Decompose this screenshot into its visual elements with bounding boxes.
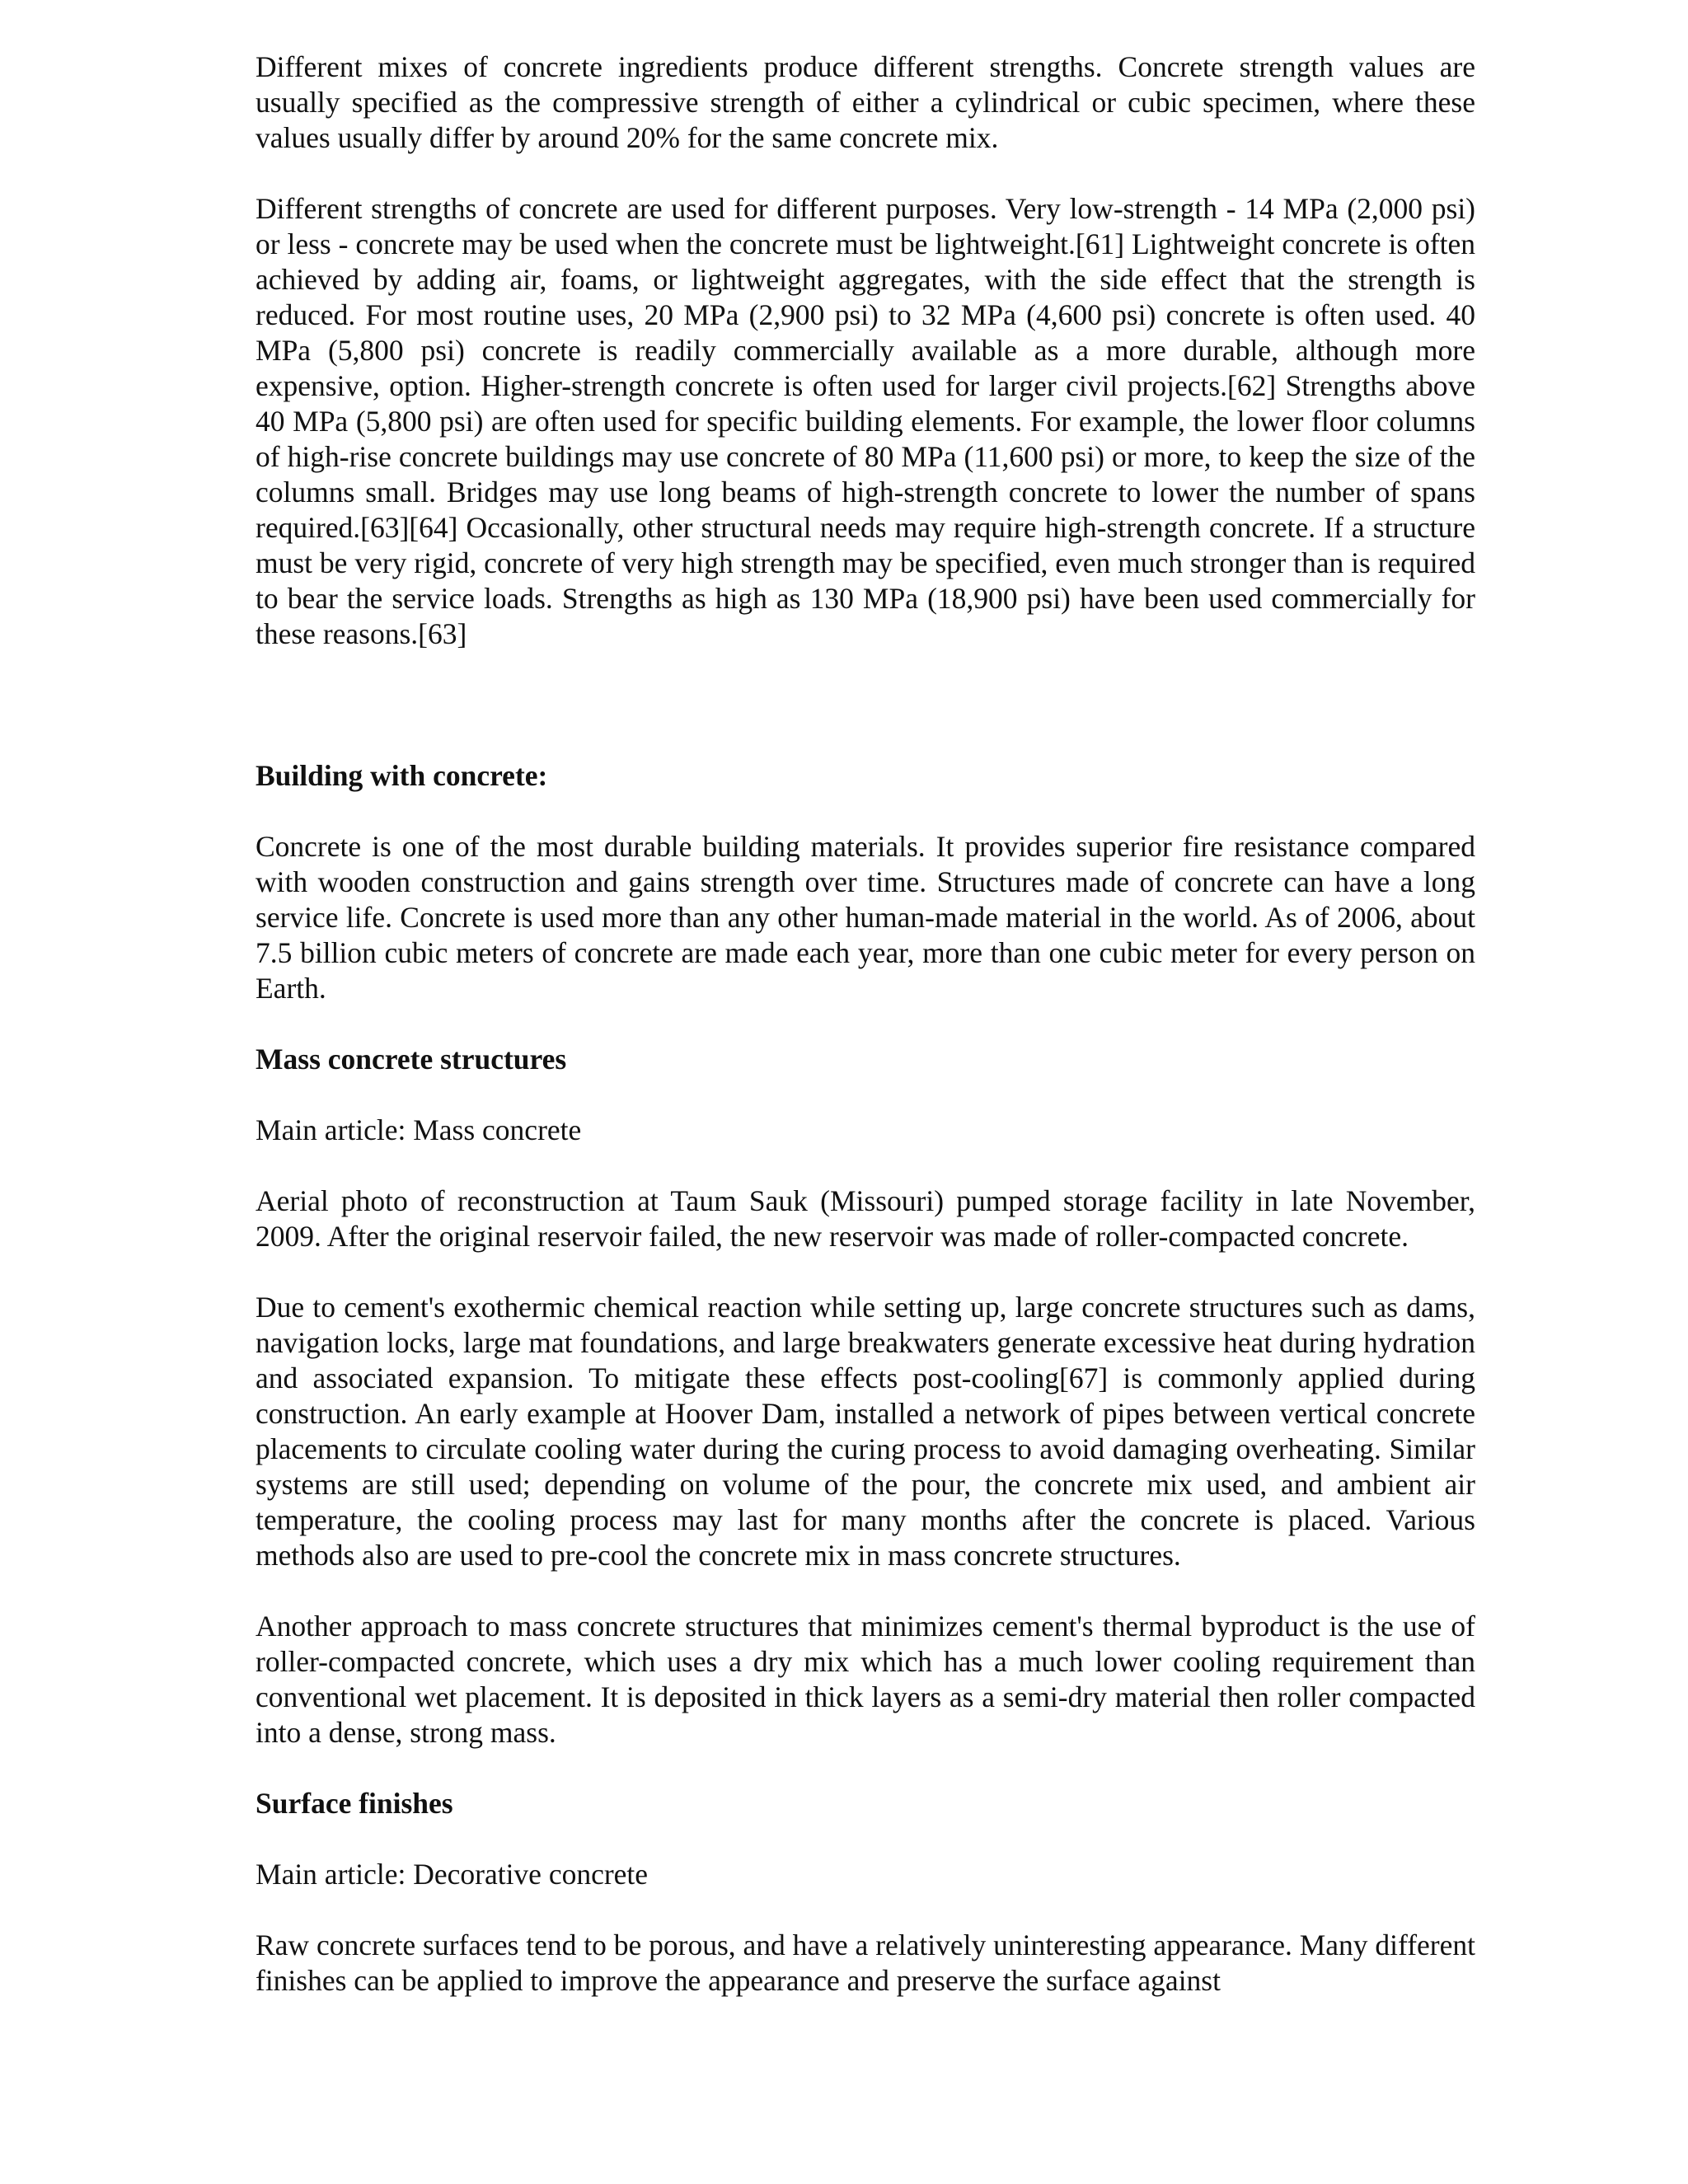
paragraph-concrete-mixes: Different mixes of concrete ingredients produce different strengths. Concrete strength values are usually specified as the compressive strength of either a cylindrical or cubic specimen, where these values usually differ by around 20% for the same concrete mix. <box>256 50 1475 154</box>
section-spacer <box>256 687 1475 758</box>
paragraph-roller-compacted: Another approach to mass concrete structures that minimizes cement's thermal byproduct is the use of roller-compacted concrete, which uses a dry mix which has a much lower cooling requirement than conventional wet placement. It is deposited in thick layers as a semi-dry material then roller compacted into a dense, strong mass. <box>256 1610 1475 1749</box>
heading-mass-concrete-structures: Mass concrete structures <box>256 1043 567 1076</box>
main-article-decorative-concrete: Main article: Decorative concrete <box>256 1858 649 1891</box>
heading-building-with-concrete: Building with concrete: <box>256 759 548 792</box>
heading-surface-finishes: Surface finishes <box>256 1787 453 1820</box>
document-page <box>256 49 1475 2034</box>
main-article-mass-concrete: Main article: Mass concrete <box>256 1113 582 1146</box>
paragraph-durability: Concrete is one of the most durable building materials. It provides superior fire resistance compared with wooden construction and gains strength over time. Structures made of concrete can have a long service life. Concrete is used more than any other human-made material in the world. As of 2006, about 7.5 billion cubic meters of concrete are made each year, more than one cubic meter for every person on Earth. <box>256 830 1475 1005</box>
photo-caption-taum-sauk: Aerial photo of reconstruction at Taum Sauk (Missouri) pumped storage facility in late November, 2009. After the original reservoir failed, the new reservoir was made of roller-compacted concrete. <box>256 1184 1475 1253</box>
paragraph-raw-surfaces: Raw concrete surfaces tend to be porous, and have a relatively uninteresting appearance. Many different finishes can be applied to improve the appearance and preserve the surface against <box>256 1929 1475 1997</box>
paragraph-concrete-strengths: Different strengths of concrete are used for different purposes. Very low-strength - 14 MPa (2,000 psi) or less - concrete may be used when the concrete must be lightweight.[61] Lightweight concrete is often achieved by adding air, foams, or lightweight aggregates, with the side effect that the strength is reduced. For most routine uses, 20 MPa (2,900 psi) to 32 MPa (4,600 psi) concrete is often used. 40 MPa (5,800 psi) concrete is readily commercially available as a more durable, although more expensive, option. Higher-strength concrete is often used for larger civil projects.[62] Strengths above 40 MPa (5,800 psi) are often used for specific building elements. For example, the lower floor columns of high-rise concrete buildings may use concrete of 80 MPa (11,600 psi) or more, to keep the size of the columns small. Bridges may use long beams of high-strength concrete to lower the number of spans required.[63][64] Occasionally, other structural needs may require high-strength concrete. If a structure must be very rigid, concrete of very high strength may be specified, even much stronger than is required to bear the service loads. Strengths as high as 130 MPa (18,900 psi) have been used commercially for these reasons.[63] <box>256 192 1475 650</box>
paragraph-exothermic-reaction: Due to cement's exothermic chemical reaction while setting up, large concrete structures such as dams, navigation locks, large mat foundations, and large breakwaters generate excessive heat during hydration and associated expansion. To mitigate these effects post-cooling[67] is commonly applied during construction. An early example at Hoover Dam, installed a network of pipes between vertical concrete placements to circulate cooling water during the curing process to avoid damaging overheating. Similar systems are still used; depending on volume of the pour, the concrete mix used, and ambient air temperature, the cooling process may last for many months after the concrete is placed. Various methods also are used to pre-cool the concrete mix in mass concrete structures. <box>256 1291 1475 1572</box>
